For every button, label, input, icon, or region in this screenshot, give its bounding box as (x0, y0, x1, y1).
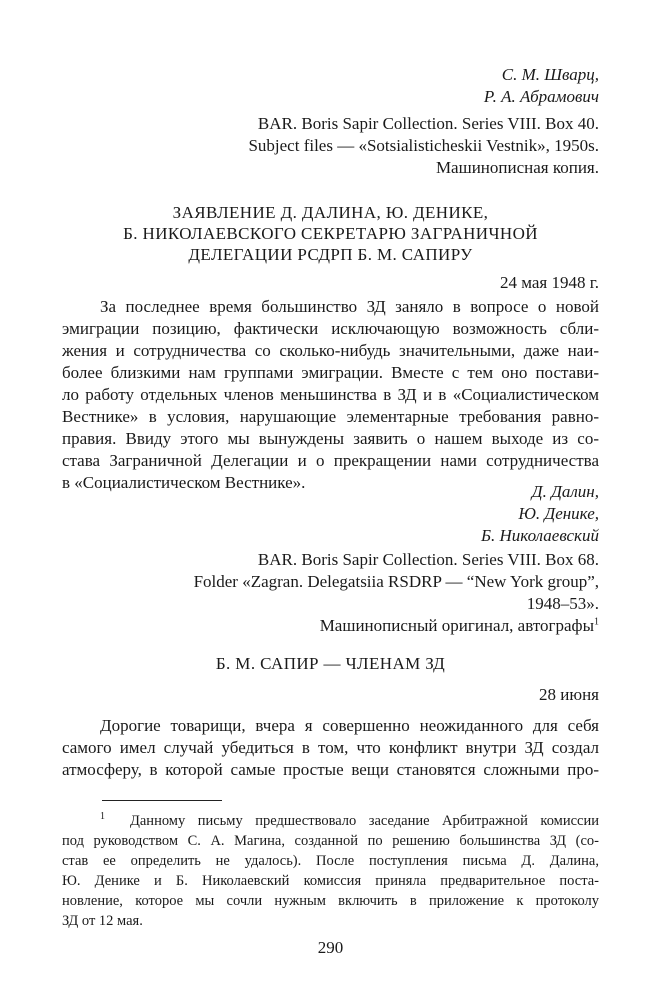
signature-mid-line3: Б. Николаевский (480, 526, 599, 545)
statement-line: Вестнике» в условия, нарушающие элементарные требования равно- (62, 407, 599, 426)
statement-line: правия. Ввиду этого мы вынуждены заявить о нашем выходе из со- (62, 429, 599, 448)
footnote-mark: 1 (100, 811, 105, 823)
date-statement (62, 272, 599, 294)
date-letter (62, 684, 599, 706)
source-mid-line4 (62, 615, 599, 637)
footnote-line: новление, которое мы сочли нужным включить в приложение к протоколу (62, 893, 599, 909)
signature-mid-line2: Ю. Денике, (518, 504, 599, 523)
source-mid-line3: 1948–53». (526, 594, 599, 613)
source-note-top (62, 113, 599, 179)
letter-paragraph (62, 715, 599, 781)
source-top-line3: Машинописная копия. (435, 158, 599, 177)
page-number (62, 937, 599, 959)
statement-line: За последнее время большинство ЗД заняло в вопросе о новой (100, 297, 599, 316)
footnote-ref[interactable]: 1 (594, 616, 599, 628)
footnote-line: Ю. Денике и Б. Николаевский комиссия приняла предварительное поста- (62, 873, 599, 889)
signature-top-line1: С. М. Шварц, (501, 65, 599, 84)
statement-line: эмиграции позицию, фактически исключающую возможность сбли- (62, 319, 599, 338)
footnote-line: под руководством С. А. Магина, созданной по решению большинства ЗД (со- (62, 833, 599, 849)
heading1-line1: ЗАЯВЛЕНИЕ Д. ДАЛИНА, Ю. ДЕНИКЕ, (172, 203, 489, 222)
letter-line: самого имел случай убедиться в том, что конфликт внутри ЗД создал (62, 738, 599, 757)
source-top-line2: Subject files — «Sotsialisticheskii Vestnik», 1950s. (248, 136, 599, 155)
date2-text: 28 июня (539, 685, 599, 704)
statement-heading (62, 202, 599, 265)
signature-mid (62, 481, 599, 547)
source-note-mid (62, 549, 599, 637)
source-mid-line2: Folder «Zagran. Delegatsiia RSDRP — “New York group”, (193, 572, 599, 591)
date1-text: 24 мая 1948 г. (499, 273, 599, 292)
heading2-text: Б. М. САПИР — ЧЛЕНАМ ЗД (215, 654, 446, 673)
heading1-line2: Б. НИКОЛАЕВСКОГО СЕКРЕТАРЮ ЗАГРАНИЧНОЙ (123, 224, 538, 243)
footnote-line: став ее определить не удалось). После поступления письма Д. Далина, (62, 853, 599, 869)
signature-top-line2: Р. А. Абрамович (483, 87, 599, 106)
statement-line: более близкими нам группами эмиграции. Вместе с тем оно постави- (62, 363, 599, 382)
statement-line: жения и сотрудничества со сколько-нибудь значительными, даже наи- (62, 341, 599, 360)
letter-line: Дорогие товарищи, вчера я совершенно неожиданного для себя (100, 716, 599, 735)
source-top-line1: BAR. Boris Sapir Collection. Series VIII. Box 40. (257, 114, 599, 133)
source-mid-line1: BAR. Boris Sapir Collection. Series VIII. Box 68. (257, 550, 599, 569)
heading1-line3: ДЕЛЕГАЦИИ РСДРП Б. М. САПИРУ (188, 245, 473, 264)
letter-line: атмосферу, в которой самые простые вещи становятся сложными про- (62, 760, 599, 779)
statement-paragraph (62, 296, 599, 494)
letter-heading (62, 653, 599, 674)
source-mid-line4-text: Машинописный оригинал, автографы (319, 616, 594, 635)
footnote-line-text: Данному письму предшествовало заседание Арбитражной комиссии (129, 813, 599, 829)
statement-line: става Заграничной Делегации и о прекращении нами сотрудничества (62, 451, 599, 470)
footnote-line (62, 811, 599, 831)
page-number-text: 290 (317, 938, 344, 957)
footnote-last-line: ЗД от 12 мая. (62, 913, 143, 929)
footnote (62, 811, 599, 931)
footnote-divider (102, 800, 222, 801)
statement-last-line: в «Социалистическом Вестнике». (62, 473, 306, 492)
statement-line: ло работу отдельных членов меньшинства в ЗД и в «Социалистическом (62, 385, 599, 404)
signature-top (62, 64, 599, 108)
signature-mid-line1: Д. Далин, (531, 482, 599, 501)
